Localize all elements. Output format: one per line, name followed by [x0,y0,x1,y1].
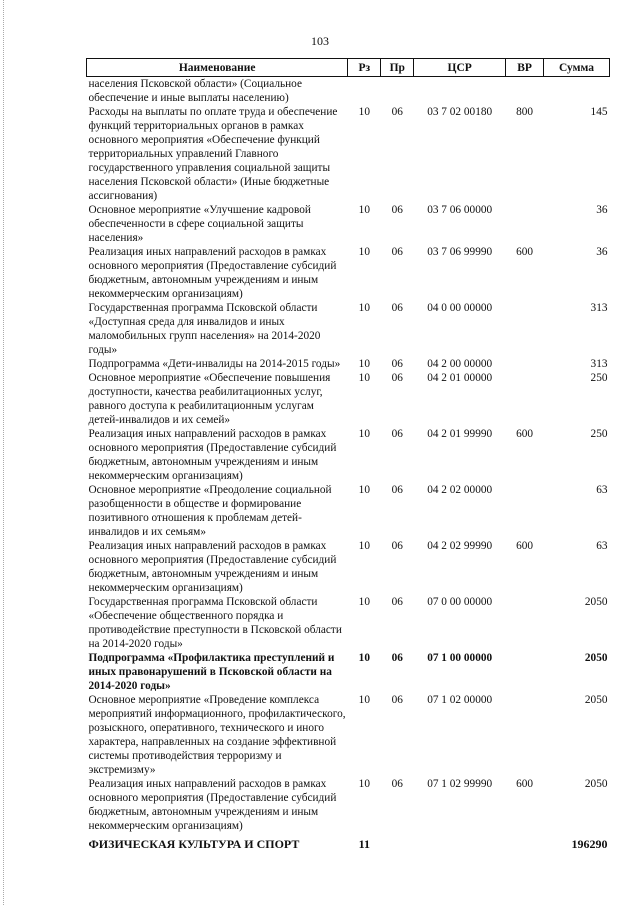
row-name: Подпрограмма «Профилактика преступлений и иных правонарушений в Псковской области на 2014-2020 годы» [88,652,335,692]
row-vr: 600 [516,778,534,790]
row-pr: 06 [391,652,403,664]
row-vr [506,693,544,777]
row-csr: 07 0 00 00000 [427,596,493,608]
row-rz: 10 [358,596,370,608]
row-name: Реализация иных направлений расходов в рамках основного мероприятия (Предоставление субсидий бюджетным, автономным учреждениям и иным некоммерческим организациям) [88,778,337,832]
row-csr: 04 2 00 00000 [427,358,493,370]
row-vr [506,301,544,357]
budget-table [86,58,610,851]
row-name: Государственная программа Псковской области «Доступная среда для инвалидов и иных маломобильных групп населения» на 2014-2020 годы» [88,302,321,356]
table-row [87,371,610,427]
table-row [87,357,610,371]
table-header-row [87,59,610,77]
header-name: Наименование [87,59,348,77]
header-vr: ВР [506,59,544,77]
row-name: Основное мероприятие «Проведение комплекса мероприятий информационного, профилактического, розыскного, оперативного, технического и иного характера, направленных на создание эффективной системы противодействия терроризму и экстремизму» [88,694,346,776]
row-pr [381,77,414,106]
row-vr [506,77,544,106]
row-name: Основное мероприятие «Улучшение кадровой обеспеченности в сфере социальной защиты населения» [88,204,311,244]
header-rz: Рз [348,59,381,77]
row-rz: 10 [358,358,370,370]
section-total-row [87,833,610,851]
row-csr: 04 2 01 00000 [427,372,493,384]
header-sum: Сумма [544,59,610,77]
header-pr: Пр [381,59,414,77]
row-pr: 06 [391,484,403,496]
row-sum: 145 [590,106,608,118]
row-vr [506,595,544,651]
row-sum: 2050 [584,694,608,706]
row-sum: 250 [590,428,608,440]
row-vr [506,651,544,693]
row-sum: 2050 [584,596,608,608]
row-rz: 10 [358,302,370,314]
row-sum: 36 [596,204,608,216]
row-pr: 06 [391,204,403,216]
section-csr [414,833,506,851]
table-row [87,427,610,483]
row-sum [544,77,610,106]
section-name: ФИЗИЧЕСКАЯ КУЛЬТУРА И СПОРТ [88,837,300,851]
row-pr: 06 [391,540,403,552]
row-pr: 06 [391,302,403,314]
row-csr: 03 7 06 99990 [427,246,493,258]
page-number: 103 [311,34,329,48]
table-row [87,693,610,777]
row-rz: 10 [358,652,370,664]
row-pr: 06 [391,372,403,384]
row-sum: 313 [590,302,608,314]
section-vr [506,833,544,851]
row-csr: 07 1 02 00000 [427,694,493,706]
table-row [87,105,610,203]
row-csr: 04 2 02 99990 [427,540,493,552]
row-rz: 10 [358,484,370,496]
row-csr: 03 7 02 00180 [427,106,493,118]
table-row [87,595,610,651]
row-pr: 06 [391,778,403,790]
row-vr: 600 [516,246,534,258]
row-name: Государственная программа Псковской области «Обеспечение общественного порядка и противодействие преступности в Псковской области на 2014-2020 годы» [88,596,342,650]
row-csr: 04 0 00 00000 [427,302,493,314]
row-csr: 03 7 06 00000 [427,204,493,216]
table-row [87,539,610,595]
row-sum: 63 [596,540,608,552]
row-rz: 10 [358,540,370,552]
row-name: Реализация иных направлений расходов в рамках основного мероприятия (Предоставление субсидий бюджетным, автономным учреждениям и иным некоммерческим организациям) [88,428,337,482]
row-rz: 10 [358,694,370,706]
row-rz: 10 [358,106,370,118]
row-name: Расходы на выплаты по оплате труда и обеспечение функций территориальных органов в рамках основного мероприятия «Обеспечение функций территориальных управлений Главного государственного управления социальной защиты населения Псковской области» (Иные бюджетные ассигнования) [88,106,338,202]
scan-edge [3,0,5,905]
row-sum: 2050 [584,652,608,664]
row-name: Основное мероприятие «Обеспечение повышения доступности, качества реабилитационных услуг, равного доступа к реабилитационным услугам детей-инвалидов и их семей» [88,372,331,426]
section-pr [381,833,414,851]
row-pr: 06 [391,428,403,440]
table-row [87,301,610,357]
row-vr [506,357,544,371]
row-csr [414,77,506,106]
row-sum: 2050 [584,778,608,790]
row-name: Основное мероприятие «Преодоление социальной разобщенности в обществе и формирование позитивного отношения к проблемам детей-инвалидов и их семьям» [88,484,332,538]
row-rz: 10 [358,428,370,440]
row-name: населения Псковской области» (Социальное обеспечение и иные выплаты населению) [88,78,302,104]
table-row [87,245,610,301]
row-csr: 07 1 02 99990 [427,778,493,790]
row-sum: 63 [596,484,608,496]
row-pr: 06 [391,106,403,118]
row-vr: 800 [516,106,534,118]
row-pr: 06 [391,694,403,706]
table-row [87,651,610,693]
row-vr [506,483,544,539]
row-pr: 06 [391,246,403,258]
table-row [87,777,610,833]
row-rz: 10 [358,204,370,216]
row-name: Реализация иных направлений расходов в рамках основного мероприятия (Предоставление субсидий бюджетным, автономным учреждениям и иным некоммерческим организациям) [88,246,337,300]
row-csr: 04 2 01 99990 [427,428,493,440]
table-row [87,77,610,106]
section-rz: 11 [358,837,370,851]
row-csr: 07 1 00 00000 [427,652,493,664]
row-pr: 06 [391,358,403,370]
table-row [87,483,610,539]
row-rz: 10 [358,778,370,790]
row-vr: 600 [516,428,534,440]
row-rz [348,77,381,106]
row-csr: 04 2 02 00000 [427,484,493,496]
row-name: Подпрограмма «Дети-инвалиды на 2014-2015 годы» [88,358,341,370]
row-pr: 06 [391,596,403,608]
section-sum: 196290 [571,837,608,851]
row-rz: 10 [358,246,370,258]
row-rz: 10 [358,372,370,384]
row-vr [506,203,544,245]
row-name: Реализация иных направлений расходов в рамках основного мероприятия (Предоставление субсидий бюджетным, автономным учреждениям и иным некоммерческим организациям) [88,540,337,594]
header-csr: ЦСР [414,59,506,77]
row-sum: 250 [590,372,608,384]
row-sum: 313 [590,358,608,370]
table-row [87,203,610,245]
row-vr [506,371,544,427]
row-vr: 600 [516,540,534,552]
row-sum: 36 [596,246,608,258]
